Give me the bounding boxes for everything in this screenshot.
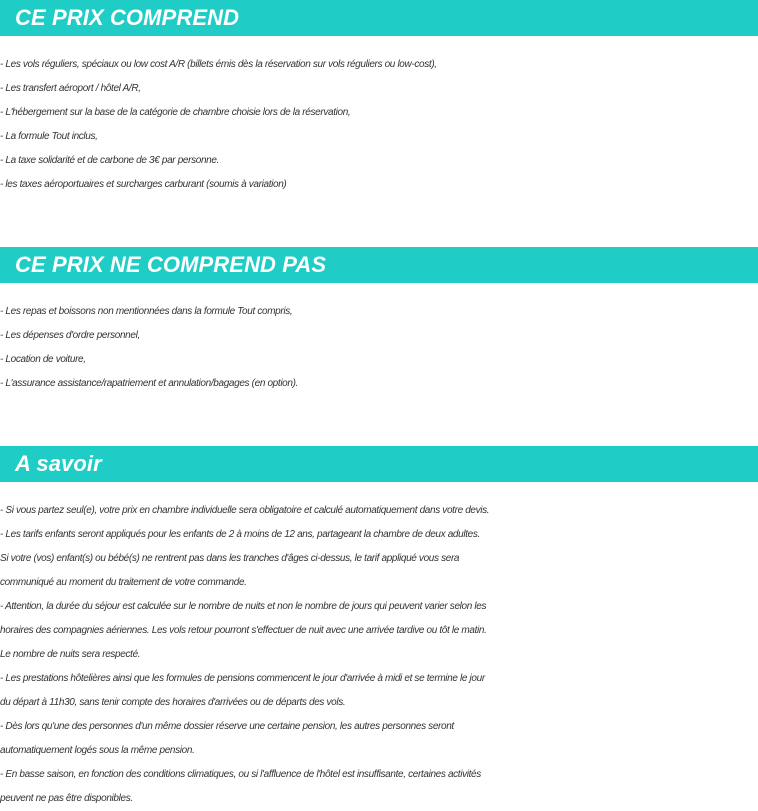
list-item: communiqué au moment du traitement de votre commande.: [0, 577, 247, 588]
list-item: - Les repas et boissons non mentionnées dans la formule Tout compris,: [0, 306, 293, 317]
list-item: - Les transfert aéroport / hôtel A/R,: [0, 83, 141, 94]
list-item: - Attention, la durée du séjour est calculée sur le nombre de nuits et non le nombre de jours qui peuvent varier selon les: [0, 601, 487, 612]
list-item: - Les prestations hôtelières ainsi que les formules de pensions commencent le jour d'arrivée à midi et se termine le jour: [0, 673, 485, 684]
list-item: Le nombre de nuits sera respecté.: [0, 649, 141, 660]
list-item: - En basse saison, en fonction des conditions climatiques, ou si l'affluence de l'hôtel est insuffisante, certaines activités: [0, 769, 481, 780]
list-item: horaires des compagnies aériennes. Les vols retour pourront s'effectuer de nuit avec une arrivée tardive ou tôt le matin.: [0, 625, 487, 636]
section-header-a-savoir: [0, 446, 758, 482]
list-item: - Si vous partez seul(e), votre prix en chambre individuelle sera obligatoire et calculé automatiquement dans votre devis.: [0, 505, 490, 516]
list-item: - La formule Tout inclus,: [0, 131, 98, 142]
list-item: Si votre (vos) enfant(s) ou bébé(s) ne rentrent pas dans les tranches d'âges ci-dessus, le tarif appliqué vous sera: [0, 553, 460, 564]
list-item: - Les tarifs enfants seront appliqués pour les enfants de 2 à moins de 12 ans, partageant la chambre de deux adultes.: [0, 529, 480, 540]
section-header-comprend: [0, 0, 758, 36]
notes-list: [0, 499, 758, 811]
list-item: - La taxe solidarité et de carbone de 3€ par personne.: [0, 155, 220, 166]
list-item: du départ à 11h30, sans tenir compte des horaires d'arrivées ou de départs des vols.: [0, 697, 346, 708]
list-item: - Dès lors qu'une des personnes d'un même dossier réserve une certaine pension, les autres personnes seront: [0, 721, 454, 732]
inclusions-list: [0, 53, 758, 197]
list-item: - Location de voiture,: [0, 354, 86, 365]
exclusions-list: [0, 300, 758, 396]
section-header-ne-comprend-pas: [0, 247, 758, 283]
section-title: CE PRIX NE COMPREND PAS: [15, 252, 327, 277]
section-title: CE PRIX COMPREND: [15, 5, 240, 30]
list-item: - Les dépenses d'ordre personnel,: [0, 330, 140, 341]
list-item: - Les vols réguliers, spéciaux ou low cost A/R (billets émis dès la réservation sur vols réguliers ou low-cost),: [0, 59, 437, 70]
list-item: - L'hébergement sur la base de la catégorie de chambre choisie lors de la réservation,: [0, 107, 351, 118]
list-item: - L'assurance assistance/rapatriement et annulation/bagages (en option).: [0, 378, 299, 389]
list-item: - les taxes aéroportuaires et surcharges carburant (soumis à variation): [0, 179, 287, 190]
section-title: A savoir: [15, 451, 102, 476]
list-item: peuvent ne pas être disponibles.: [0, 793, 133, 804]
list-item: automatiquement logés sous la même pension.: [0, 745, 195, 756]
